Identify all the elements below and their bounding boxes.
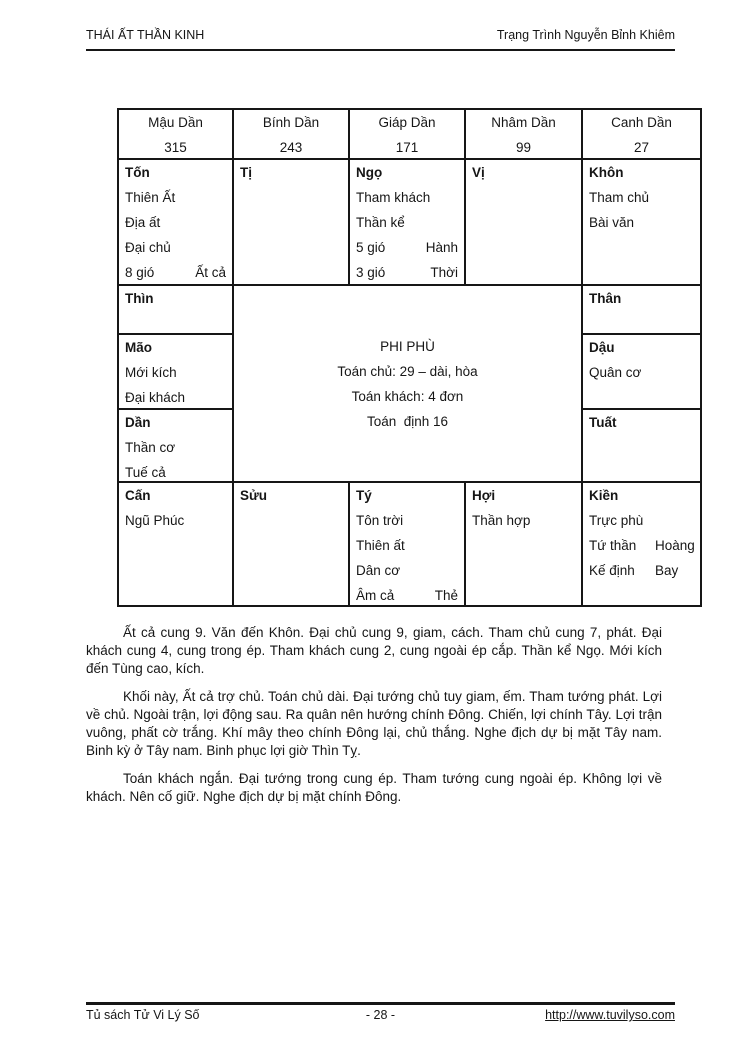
palace-label: Tốn [125, 165, 150, 180]
commentary-text [86, 624, 662, 816]
palace-line: Kế định Bay [589, 563, 679, 578]
palace-label: Hợi [472, 488, 496, 503]
palace-line: 8 gió Ất cả [125, 265, 226, 280]
palace-cell-suu [232, 481, 348, 605]
palace-line: Tứ thần Hoàng [589, 538, 695, 553]
palace-label: Kiền [589, 488, 619, 503]
year-number: 315 [164, 140, 187, 155]
footer-series-title: Tủ sách Tử Vi Lý Số [86, 1008, 200, 1022]
palace-line: Dân cơ [356, 563, 401, 578]
year-number: 99 [515, 140, 532, 155]
center-line: Toán chủ: 29 – dài, hòa [337, 363, 478, 379]
palace-label: Dậu [589, 340, 615, 355]
palace-line: Quân cơ [589, 365, 642, 380]
year-cell-canh-dan [581, 108, 700, 158]
year-name: Giáp Dần [378, 115, 436, 130]
year-cell-mau-dan [117, 108, 232, 158]
palace-line: Tuế cả [125, 465, 166, 480]
year-name: Mậu Dần [148, 115, 203, 130]
palace-cell-tuat [581, 408, 700, 481]
palace-line: Thần cơ [125, 440, 176, 455]
palace-cell-ti [232, 158, 348, 284]
palace-line: Tham khách [356, 190, 431, 205]
palace-line: Tôn trời [356, 513, 404, 528]
year-name: Nhâm Dần [491, 115, 556, 130]
year-cell-giap-dan [348, 108, 464, 158]
palace-cell-ton [117, 158, 232, 284]
palace-cell-vi [464, 158, 581, 284]
page-number: - 28 - [365, 1008, 396, 1022]
palace-line: Trực phù [589, 513, 644, 528]
palace-line: Mới kích [125, 365, 177, 380]
palace-label: Khôn [589, 165, 624, 180]
center-cell-phi-phu [232, 284, 581, 481]
page-footer [86, 1002, 675, 1022]
palace-cell-kien [581, 481, 700, 605]
palace-line: Thiên Ất [125, 190, 176, 205]
palace-line: Bài văn [589, 215, 635, 230]
palace-line: 5 gió Hành [356, 240, 458, 255]
year-cell-binh-dan [232, 108, 348, 158]
page-header [86, 28, 675, 51]
palace-cell-dan [117, 408, 232, 481]
palace-label: Vị [472, 165, 485, 180]
header-author: Trạng Trình Nguyễn Bỉnh Khiêm [496, 28, 675, 42]
palace-label: Tị [240, 165, 252, 180]
header-book-title: THÁI ẤT THẦN KINH [86, 28, 205, 42]
palace-cell-hoi [464, 481, 581, 605]
palace-label: Tý [356, 488, 372, 503]
palace-line: Ngũ Phúc [125, 513, 185, 528]
palace-line: Âm cả Thẻ [356, 588, 458, 603]
palace-cell-mao [117, 333, 232, 408]
palace-label: Thân [589, 291, 622, 306]
palace-label: Mão [125, 340, 152, 355]
year-number: 243 [279, 140, 303, 155]
palace-cell-ngo [348, 158, 464, 284]
center-title: PHI PHÙ [380, 338, 435, 354]
palace-label: Dần [125, 415, 151, 430]
center-line: Toán định 16 [366, 413, 449, 429]
palace-label: Cấn [125, 488, 151, 503]
palace-label: Tuất [589, 415, 617, 430]
footer-website-link[interactable]: http://www.tuvilyso.com [545, 1008, 675, 1022]
paragraph-1: Ất cả cung 9. Văn đến Khôn. Đại chủ cung 9, giam, cách. Tham chủ cung 7, phát. Đại khách cung 4, cung trong ép. Tham khách cung 2, cung ngoài ép cắp. Thần kể Ngọ. Mới kích đến Tùng cao, kích. [86, 625, 662, 676]
center-line: Toán khách: 4 đơn [351, 388, 464, 404]
palace-cell-than [581, 284, 700, 333]
palace-cell-thin [117, 284, 232, 333]
year-name: Canh Dần [611, 115, 672, 130]
palace-line: Đại khách [125, 390, 186, 405]
palace-cell-khon [581, 158, 700, 284]
palace-line: Thiên ất [356, 538, 405, 553]
palace-line: Đại chủ [125, 240, 171, 255]
palace-line: Tham chủ [589, 190, 650, 205]
year-cell-nham-dan [464, 108, 581, 158]
palace-line: 3 gió Thời [356, 265, 458, 280]
year-name: Bính Dần [262, 115, 320, 130]
palace-label: Sửu [240, 488, 268, 503]
palace-label: Thìn [125, 291, 154, 306]
paragraph-2: Khối này, Ất cả trợ chủ. Toán chủ dài. Đại tướng chủ tuy giam, ếm. Tham tướng phát. Lợi về chủ. Ngoài trận, lợi động sau. Ra quân nên hướng chính Đông. Chiến, lợi chính Tây. Lợi trận vuông, phất cờ trắng. Khí mây theo chính Đông lại, chủ thắng. Nghe địch dự bị mặt Tây nam. Binh kỳ ở Tây nam. Binh phục lợi giờ Thìn Tỵ. [86, 689, 662, 758]
palace-cell-ty [348, 481, 464, 605]
year-number: 27 [633, 140, 650, 155]
thai-at-nine-palace-chart [117, 108, 702, 607]
paragraph-3: Toán khách ngắn. Đại tướng trong cung ép. Tham tướng cung ngoài ép. Không lợi về khách. Nên cố giữ. Nghe địch dự bị mặt chính Đông. [86, 771, 662, 804]
palace-line: Thần hợp [472, 513, 531, 528]
palace-line: Địa ất [125, 215, 161, 230]
year-number: 171 [395, 140, 419, 155]
palace-cell-can [117, 481, 232, 605]
palace-line: Thần kể [356, 215, 405, 230]
palace-cell-dau [581, 333, 700, 408]
palace-label: Ngọ [356, 165, 383, 180]
